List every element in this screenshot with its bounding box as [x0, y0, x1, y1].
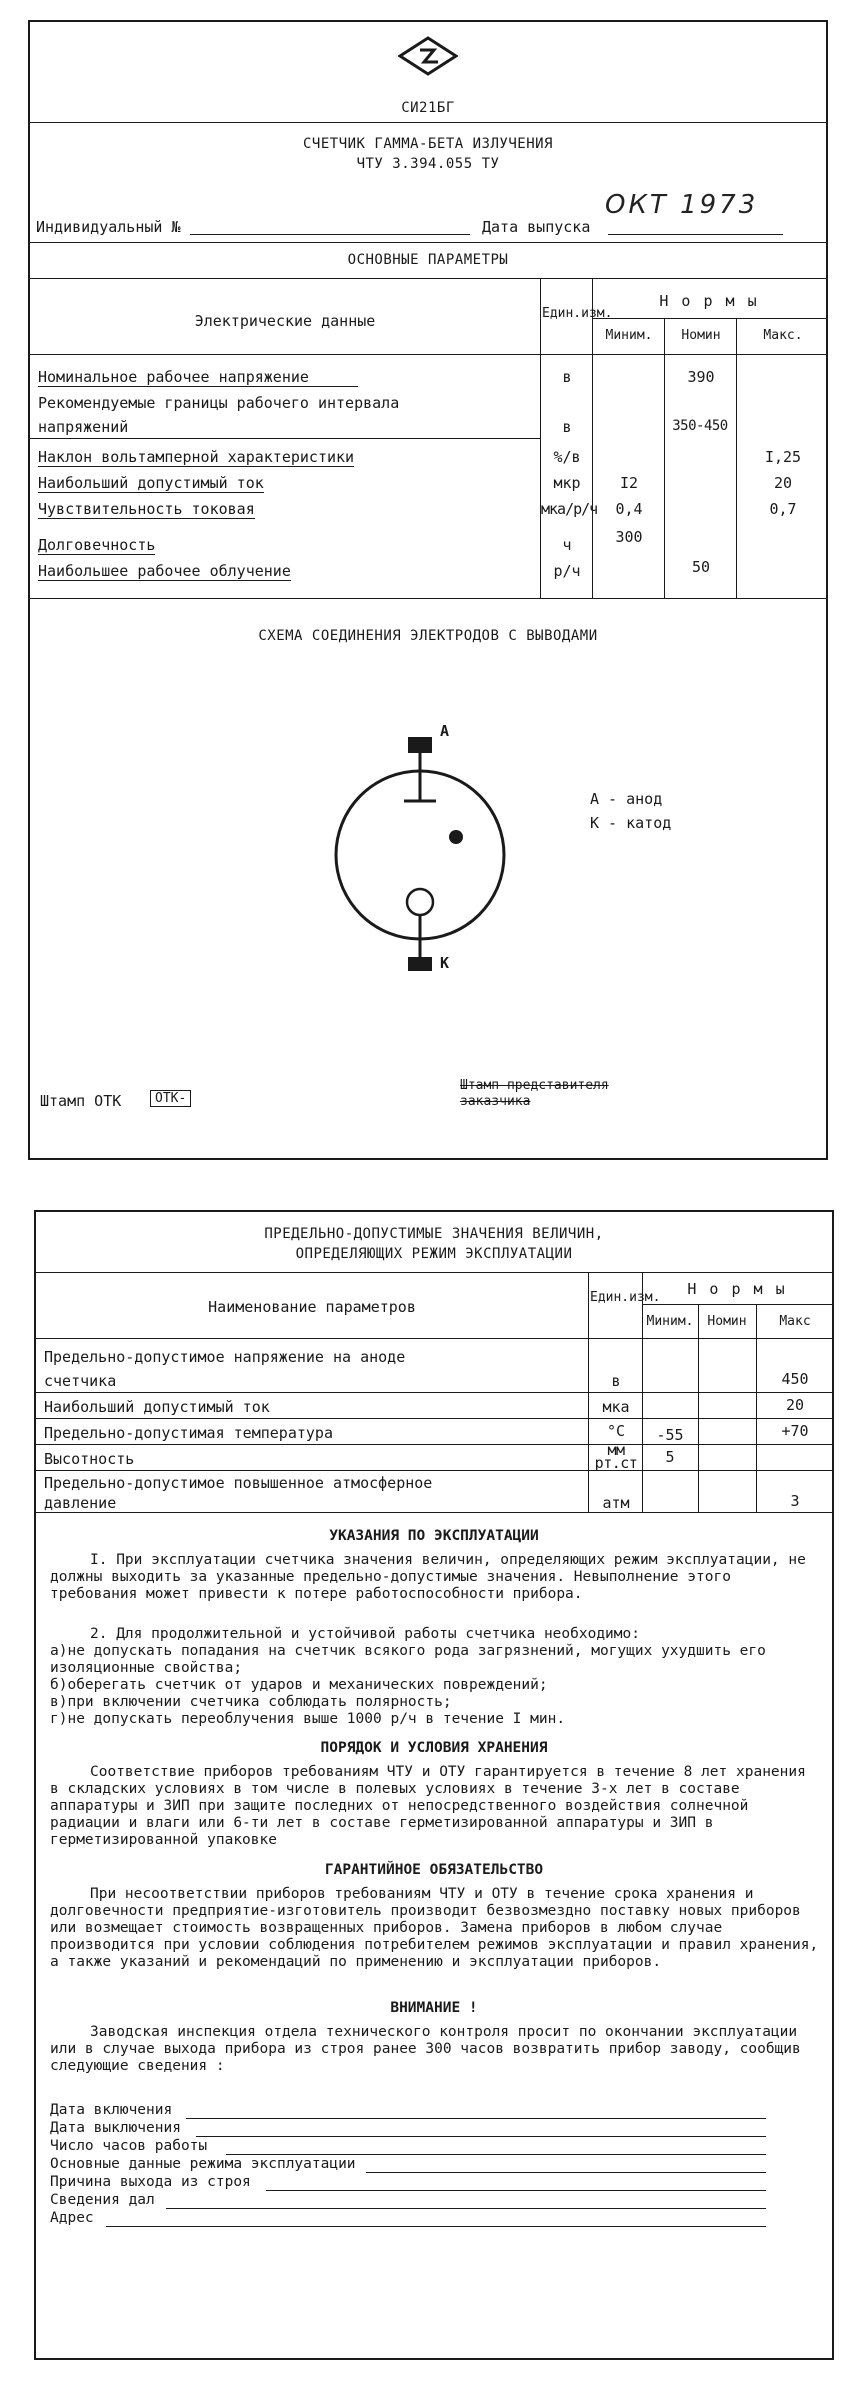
customer-stamp-label: Штамп представителя заказчика [460, 1078, 609, 1109]
field-failure-reason-label: Причина выхода из строя [50, 2174, 251, 2190]
device-title: СЧЕТЧИК ГАММА-БЕТА ИЗЛУЧЕНИЯ [302, 136, 553, 152]
warranty-paragraph: При несоответствии приборов требованиям ЧТУ и ОТУ в течение срока хранения и долговечности предприятие-изготовитель производит безвозмездно поставку новых приборов или возмещает стоимость возвращенных приборов. Замена приборов в любом случае производится при условии соблюдения потребителем режимов эксплуатации и правил хранения, а также указаний и рекомендаций по применению и эксплуатации приборов. [50, 1886, 819, 1970]
divider [30, 278, 826, 279]
field-date-off-line [196, 2136, 766, 2137]
individual-number-line [190, 234, 470, 235]
col-header-unit: Един.изм. [590, 1290, 661, 1305]
col-header-min: Миним. [646, 1314, 694, 1329]
field-reported-by-label: Сведения дал [50, 2192, 155, 2208]
divider [30, 122, 826, 123]
divider [30, 598, 826, 599]
device-model: СИ21БГ [401, 100, 455, 116]
release-date-line [608, 234, 783, 235]
limits-title-line-1: ПРЕДЕЛЬНО-ДОПУСТИМЫЕ ЗНАЧЕНИЯ ВЕЛИЧИН, [264, 1226, 604, 1242]
individual-number-label: Индивидуальный № [36, 218, 181, 236]
col-header-norms: Н о р м ы [659, 292, 759, 310]
otk-stamp-box: ОТК- [150, 1090, 191, 1107]
field-failure-reason-line [266, 2190, 766, 2191]
warranty-title: ГАРАНТИЙНОЕ ОБЯЗАТЕЛЬСТВО [324, 1862, 544, 1878]
attention-title: ВНИМАНИЕ ! [390, 2000, 478, 2016]
col-header-min: Миним. [605, 328, 653, 343]
col-header-norms: Н о р м ы [687, 1280, 787, 1298]
ops-item-c: в)при включении счетчика соблюдать полярность; [50, 1694, 452, 1710]
field-hours-line [226, 2154, 766, 2155]
diagram-title: СХЕМА СОЕДИНЕНИЯ ЭЛЕКТРОДОВ С ВЫВОДАМИ [258, 628, 598, 644]
field-date-off-label: Дата выключения [50, 2120, 181, 2136]
divider [36, 1272, 832, 1273]
legend-cathode: К - катод [590, 814, 672, 832]
col-header-max: Макс. [763, 328, 803, 343]
divider [36, 1512, 832, 1513]
storage-title: ПОРЯДОК И УСЛОВИЯ ХРАНЕНИЯ [320, 1740, 548, 1756]
field-address-label: Адрес [50, 2210, 94, 2226]
col-header-nom: Номин [707, 1314, 747, 1329]
field-date-on-label: Дата включения [50, 2102, 173, 2118]
field-hours-label: Число часов работы [50, 2138, 208, 2154]
field-mode-data-line [366, 2172, 766, 2173]
ops-item-a: а)не допускать попадания на счетчик всякого рода загрязнений, могущих ухудшить его изоляционные свойства; [50, 1643, 766, 1676]
divider [30, 242, 826, 243]
electrode-schematic [320, 737, 520, 987]
passport-sheet-2: ПРЕДЕЛЬНО-ДОПУСТИМЫЕ ЗНАЧЕНИЯ ВЕЛИЧИН, ОПРЕДЕЛЯЮЩИХ РЕЖИМ ЭКСПЛУАТАЦИИ Наименование параметров Един.изм. Н о р м ы Миним. Номин Макс Предельно-допустимое напряжение на аноде счетчика в 450 Наибольший допустимый ток мка 20 Предельно-допустимая температура °C -55 +70 Высотность мм рт.ст 5 Предельно-допустимое повышенное атмосферное давление атм 3 УКАЗАНИЯ ПО ЭКСПЛУАТАЦИИ I. При эксплуатации счетчика значения величин, определяющих режим эксплуатации, не должны выходить за указанные предельно-допустимые значения. Невыполнение этого требования может привести к потере работоспособности прибора. 2. Для продолжительной и устойчивой работы счетчика необходимо: а)не допускать попадания на счетчик всякого рода загрязнений, могущих ухудшить его изоляционные свойства; б)оберегать счетчик от ударов и механических повреждений; в)при включении счетчика соблюдать полярность; г)не допускать переоблучения выше 1000 р/ч в течение I мин. ПОРЯДОК И УСЛОВИЯ ХРАНЕНИЯ Соответствие приборов требованиям ЧТУ и ОТУ гарантируется в течение 8 лет хранения в складских условиях в том числе в полевых условиях в течение 3-х лет в составе аппаратуры и ЗИП при защите последних от непосредственного воздействия солнечной радиации и влаги или 6-ти лет в составе герметизированной аппаратуры и ЗИП в герметизированной упаковке ГАРАНТИЙНОЕ ОБЯЗАТЕЛЬСТВО При несоответствии приборов требованиям ЧТУ и ОТУ в течение срока хранения и долговечности предприятие-изготовитель производит безвозмездно поставку новых приборов или возмещает стоимость возвращенных приборов. Замена приборов в любом случае производится при условии соблюдения потребителем режимов эксплуатации и правил хранения, а также указаний и рекомендаций по применению и эксплуатации приборов. ВНИМАНИЕ ! Заводская инспекция отдела технического контроля просит по окончании эксплуатации или в случае выхода прибора из строя ранее 300 часов возвратить прибор заводу, сообщив следующие сведения : Дата включения Дата выключения Число часов работы Основные данные режима эксплуатации Причина выхода из строя Сведения дал Адрес [34, 1210, 834, 2360]
pin-label-a: А [440, 722, 450, 740]
ops-paragraph-2: 2. Для продолжительной и устойчивой работы счетчика необходимо: [90, 1626, 640, 1642]
col-header-param: Электрические данные [194, 312, 376, 330]
ops-item-b: б)оберегать счетчик от ударов и механических повреждений; [50, 1677, 548, 1693]
manufacturer-logo-icon [398, 36, 458, 76]
pin-label-k: К [440, 954, 450, 972]
field-date-on-line [186, 2118, 766, 2119]
ops-paragraph-1: I. При эксплуатации счетчика значения величин, определяющих режим эксплуатации, не должны выходить за указанные предельно-допустимые значения. Невыполнение этого требования может привести к потере работоспособности прибора. [50, 1552, 806, 1602]
col-header-unit: Един.изм. [542, 306, 613, 321]
section-title-main-params: ОСНОВНЫЕ ПАРАМЕТРЫ [347, 252, 509, 268]
otk-stamp-label: Штамп ОТК [40, 1092, 122, 1110]
col-header-nom: Номин [681, 328, 721, 343]
legend-anode: А - анод [590, 790, 663, 808]
field-mode-data-label: Основные данные режима эксплуатации [50, 2156, 356, 2172]
release-date-label: Дата выпуска [482, 218, 591, 236]
field-address-line [106, 2226, 766, 2227]
limits-title-line-2: ОПРЕДЕЛЯЮЩИХ РЕЖИМ ЭКСПЛУАТАЦИИ [295, 1246, 573, 1262]
device-spec: ЧТУ 3.394.055 ТУ [356, 156, 500, 172]
ops-item-d: г)не допускать переоблучения выше 1000 р/ч в течение I мин. [50, 1711, 566, 1727]
field-reported-by-line [166, 2208, 766, 2209]
attention-paragraph: Заводская инспекция отдела технического контроля просит по окончании эксплуатации или в случае выхода прибора из строя ранее 300 часов возвратить прибор заводу, сообщив следующие сведения : [50, 2024, 801, 2074]
passport-sheet-1: СИ21БГ СЧЕТЧИК ГАММА-БЕТА ИЗЛУЧЕНИЯ ЧТУ 3.394.055 ТУ Индивидуальный № Дата выпуска ОКТ 1973 ОСНОВНЫЕ ПАРАМЕТРЫ Электрические данные Един.изм. Н о р м ы Миним. Номин Макс. Номинальное рабочее напряжение в 390 Рекомендуемые границы рабочего интервала напряжений в 350-450 Наклон вольтамперной характеристики %/в I,25 Наибольший допустимый ток мкр I2 20 Чувствительность токовая мка/р/ч 0,4 0,7 Долговечность ч 300 Наибольшее рабочее облучение р/ч 50 СХЕМА СОЕДИНЕНИЯ ЭЛЕКТРОДОВ С ВЫВОДАМИ А К А - анод К - катод Штамп ОТК ОТК- Штамп представителя заказчика [28, 20, 828, 1160]
ops-title: УКАЗАНИЯ ПО ЭКСПЛУАТАЦИИ [329, 1528, 539, 1544]
storage-paragraph: Соответствие приборов требованиям ЧТУ и ОТУ гарантируется в течение 8 лет хранения в складских условиях в том числе в полевых условиях в течение 3-х лет в составе аппаратуры и ЗИП при защите последних от непосредственного воздействия солнечной радиации и влаги или 6-ти лет в составе герметизированной аппаратуры и ЗИП в герметизированной упаковке [50, 1764, 806, 1848]
col-header-max: Макс [779, 1314, 811, 1329]
col-header-param: Наименование параметров [208, 1298, 416, 1316]
release-date-value: ОКТ 1973 [605, 190, 759, 220]
